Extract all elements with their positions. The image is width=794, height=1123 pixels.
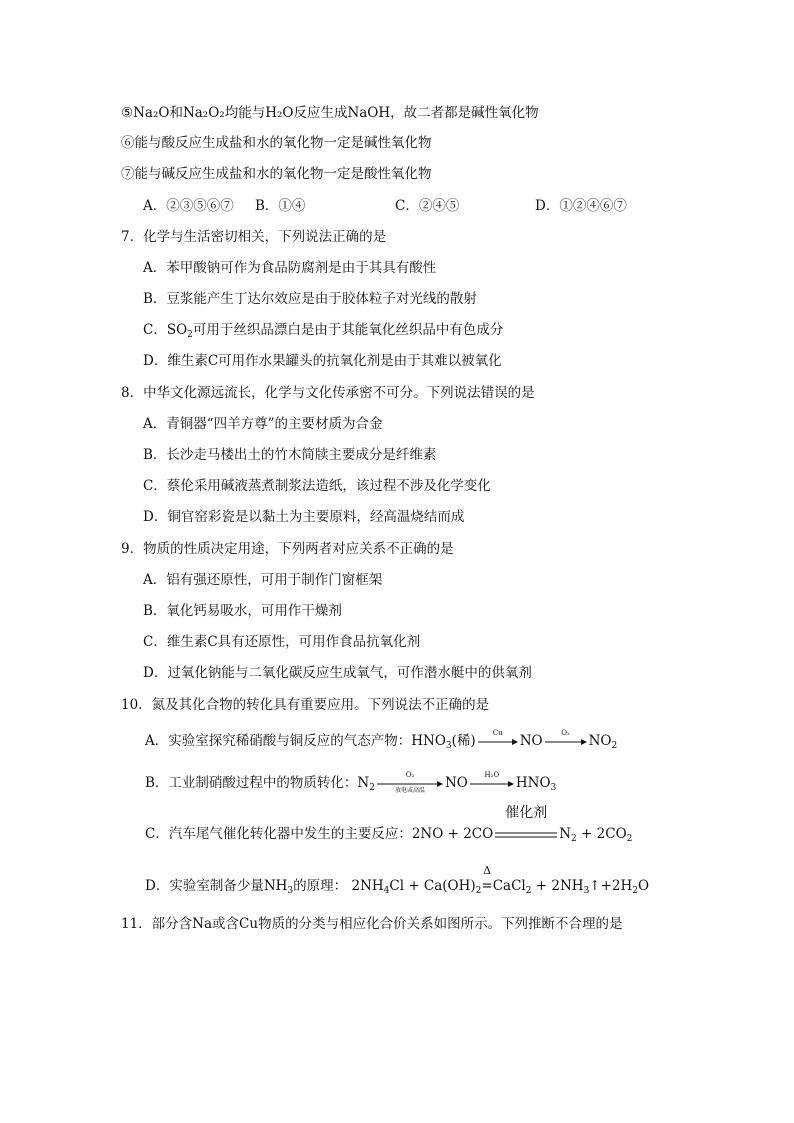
q10-stem: 10．氮及其化合物的转化具有重要应用。下列说法不正确的是 xyxy=(121,697,490,713)
q8-option-a: A．青铜器“四羊方尊”的主要材质为合金 xyxy=(143,416,383,432)
q10-option-b: B．工业制硝酸过程中的物质转化：$N_2$ O₂ 放电或高温 NO H₂O $HNO_3$ xyxy=(145,770,557,794)
q7-option-c: C．$SO_2$可用于丝织品漂白是由于其能氧化丝织品中有色成分 xyxy=(143,322,504,340)
q9-stem: 9．物质的性质决定用途，下列两者对应关系不正确的是 xyxy=(121,541,454,557)
reaction-arrow-2: O₂ xyxy=(545,738,587,746)
q6-option-b: B．①④ xyxy=(255,198,306,214)
q7-option-a: A．苯甲酸钠可作为食品防腐剂是由于其具有酸性 xyxy=(143,260,437,276)
heat-delta-sign: Δ = xyxy=(481,864,493,894)
q6-option-d: D．①②④⑥⑦ xyxy=(535,198,627,214)
q8-option-b: B．长沙走马楼出土的竹木简牍主要成分是纤维素 xyxy=(143,447,437,463)
q9-option-d: D．过氧化钠能与二氧化碳反应生成氧气，可作潜水艇中的供氧剂 xyxy=(143,665,532,681)
q9-option-a: A．铝有强还原性，可用于制作门窗框架 xyxy=(143,572,383,588)
reaction-arrow-4: H₂O xyxy=(470,780,514,788)
reaction-arrow-3: O₂ 放电或高温 xyxy=(377,780,443,788)
q10-option-a: A．实验室探究稀硝酸与铜反应的气态产物：$HNO_3$(稀) Cu NO O₂ $NO_2$ xyxy=(145,728,618,751)
q10-option-d: D．实验室制备少量$NH_3$的原理： $2NH_4Cl + Ca(OH)_2$ Δ =CaCl$_2$ + $2NH_3↑+2H_2O$ xyxy=(145,864,650,896)
q7-option-b: B．豆浆能产生丁达尔效应是由于胶体粒子对光线的散射 xyxy=(143,291,477,307)
q6-item-6: ⑥能与酸反应生成盐和水的氧化物一定是碱性氧化物 xyxy=(121,135,432,151)
catalyst-equals-sign: 催化剂 xyxy=(505,804,548,821)
q11-stem: 11．部分含Na或含Cu物质的分类与相应化合价关系如图所示。下列推断不合理的是 xyxy=(121,916,623,932)
q6-option-a: A．②③⑤⑥⑦ xyxy=(143,198,234,214)
q6-option-c: C．②④⑤ xyxy=(395,198,460,214)
q9-option-b: B．氧化钙易吸水，可用作干燥剂 xyxy=(143,603,342,619)
reaction-arrow-1: Cu xyxy=(478,738,518,746)
q6-item-7: ⑦能与碱反应生成盐和水的氧化物一定是酸性氧化物 xyxy=(121,166,432,182)
q6-item-5: ⑤Na₂O和Na₂O₂均能与H₂O反应生成NaOH，故二者都是碱性氧化物 xyxy=(121,105,539,121)
q7-stem: 7．化学与生活密切相关，下列说法正确的是 xyxy=(121,229,387,245)
q8-option-c: C．蔡伦采用碱液蒸煮制浆法造纸，该过程不涉及化学变化 xyxy=(143,478,491,494)
q8-option-d: D．铜官窑彩瓷是以黏土为主要原料，经高温烧结而成 xyxy=(143,509,465,525)
q7-option-d: D．维生素C可用作水果罐头的抗氧化剂是由于其难以被氧化 xyxy=(143,353,502,369)
q10-option-c: C．汽车尾气催化转化器中发生的主要反应：2NO + 2CO 催化剂 $N_2 + 2CO_2$ xyxy=(145,804,633,844)
q9-option-c: C．维生素C具有还原性，可用作食品抗氧化剂 xyxy=(143,634,421,650)
q8-stem: 8．中华文化源远流长，化学与文化传承密不可分。下列说法错误的是 xyxy=(121,385,535,401)
